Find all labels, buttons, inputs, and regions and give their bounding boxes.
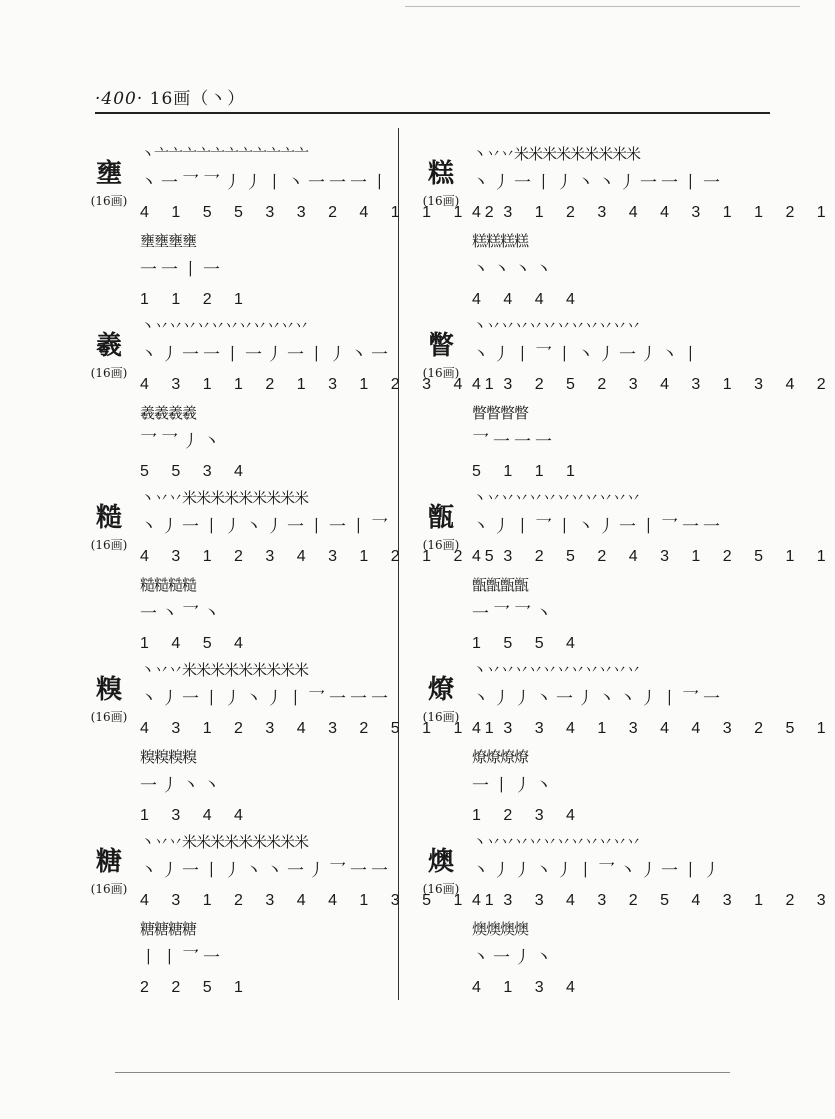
entry-head bbox=[80, 330, 138, 381]
entry-head bbox=[80, 502, 138, 553]
entry-head bbox=[80, 674, 138, 725]
stroke-count-label: (16画) bbox=[90, 194, 128, 208]
stroke-shapes-row: 丶丿一丨丿丶丿丨乛一一一 bbox=[140, 689, 392, 709]
header-rule bbox=[95, 112, 770, 114]
stroke-codes-row: 4 3 2 5 2 3 4 3 1 3 4 2 bbox=[472, 376, 835, 393]
stroke-shapes-row-2: 一丨丿丶 bbox=[472, 776, 556, 796]
stroke-count-label: (16画) bbox=[422, 882, 460, 896]
stroke-shapes-row-2: 乛一一一 bbox=[472, 432, 556, 452]
stroke-shapes-row-2: 一丶乛丶 bbox=[140, 604, 224, 624]
stroke-steps-row: 丶丷丷米米米米米米米米米 bbox=[472, 145, 641, 163]
entry-character: 糗 bbox=[95, 675, 122, 705]
stroke-steps-row: 丶丷丷米米米米米米米米米 bbox=[140, 661, 309, 679]
entry-head bbox=[412, 674, 470, 725]
entry-head bbox=[412, 330, 470, 381]
page-number: ·400· bbox=[95, 89, 144, 109]
entry-character: 甑 bbox=[427, 503, 454, 533]
entry-character: 糙 bbox=[95, 503, 122, 533]
stroke-steps-row: 丶丷丷丷丷丷丷丷丷丷丷丷 bbox=[472, 833, 641, 851]
stroke-codes-row: 4 3 1 2 3 4 4 1 3 5 1 1 bbox=[140, 892, 503, 909]
stroke-codes-row-2: 5 1 1 1 bbox=[472, 463, 584, 480]
stroke-steps-row-2: 羲羲羲羲 bbox=[140, 404, 197, 422]
stroke-shapes-row: 丶丿一丨丿丶丶一丿乛一一 bbox=[140, 861, 392, 881]
stroke-count-label: (16画) bbox=[422, 710, 460, 724]
stroke-steps-row-2: 糖糖糖糖 bbox=[140, 920, 197, 938]
entry-head bbox=[412, 846, 470, 897]
stroke-shapes-row-2: 丶一丿丶 bbox=[472, 948, 556, 968]
stroke-order bbox=[472, 484, 835, 658]
scan-edge-line bbox=[405, 6, 800, 7]
entry bbox=[412, 828, 835, 1000]
stroke-codes-row: 4 3 1 2 3 4 3 2 5 1 1 1 bbox=[140, 720, 503, 737]
stroke-steps-row-2: 糙糙糙糙 bbox=[140, 576, 197, 594]
stroke-steps-row-2: 糕糕糕糕 bbox=[472, 232, 529, 250]
stroke-codes-row: 4 3 3 4 3 2 5 4 3 1 2 3 bbox=[472, 892, 835, 909]
stroke-codes-row-2: 1 3 4 4 bbox=[140, 807, 252, 824]
stroke-steps-row: 丶丷丷丷丷丷丷丷丷丷丷丷 bbox=[140, 317, 309, 335]
stroke-shapes-row: 丶丿丨乛丨丶丿一丨乛一一 bbox=[472, 517, 724, 537]
stroke-shapes-row-2: 一乛乛丶 bbox=[472, 604, 556, 624]
entry-head bbox=[412, 502, 470, 553]
stroke-steps-row: 丶丷丷米米米米米米米米米 bbox=[140, 489, 309, 507]
stroke-shapes-row: 丶丿丨乛丨丶丿一丿丶丨 bbox=[472, 345, 703, 365]
entry-head bbox=[80, 846, 138, 897]
stroke-shapes-row: 丶丿一丨丿丶丿一丨一丨乛 bbox=[140, 517, 392, 537]
stroke-shapes-row-2: 乛乛丿丶 bbox=[140, 432, 224, 452]
stroke-count-label: (16画) bbox=[90, 882, 128, 896]
entry bbox=[412, 484, 835, 656]
entry-head bbox=[412, 158, 470, 209]
footer-rule bbox=[115, 1072, 730, 1073]
stroke-order bbox=[472, 140, 835, 314]
stroke-codes-row-2: 4 1 3 4 bbox=[472, 979, 584, 996]
entry-head bbox=[80, 158, 138, 209]
stroke-steps-row: 丶丷丷丷丷丷丷丷丷丷丷丷 bbox=[472, 661, 641, 679]
stroke-codes-row-2: 5 5 3 4 bbox=[140, 463, 252, 480]
stroke-count-label: (16画) bbox=[422, 194, 460, 208]
entry bbox=[412, 140, 835, 312]
stroke-codes-row-2: 2 2 5 1 bbox=[140, 979, 252, 996]
stroke-steps-row-2: 燠燠燠燠 bbox=[472, 920, 529, 938]
stroke-codes-row: 4 3 3 4 1 3 4 4 3 2 5 1 bbox=[472, 720, 835, 737]
stroke-codes-row: 4 3 1 1 2 1 3 1 2 3 4 1 bbox=[140, 376, 503, 393]
stroke-codes-row: 4 3 2 5 2 4 3 1 2 5 1 1 bbox=[472, 548, 835, 565]
stroke-count-label: (16画) bbox=[90, 538, 128, 552]
stroke-steps-row: 丶丷丷丷丷丷丷丷丷丷丷丷 bbox=[472, 489, 641, 507]
stroke-shapes-row-2: 丶丶丶丶 bbox=[472, 260, 556, 280]
stroke-shapes-row: 丶丿丿丶丿丨乛丶丿一丨丿 bbox=[472, 861, 724, 881]
stroke-codes-row-2: 1 2 3 4 bbox=[472, 807, 584, 824]
stroke-count-label: (16画) bbox=[422, 538, 460, 552]
stroke-codes-row-2: 1 1 2 1 bbox=[140, 291, 252, 308]
page-header bbox=[95, 84, 245, 109]
entry-character: 糕 bbox=[427, 159, 454, 189]
section-title: 16画（丶） bbox=[149, 89, 246, 109]
entry bbox=[412, 312, 835, 484]
stroke-codes-row: 4 3 1 2 3 4 4 3 1 1 2 1 bbox=[472, 204, 835, 221]
entry-character: 燎 bbox=[427, 675, 454, 705]
right-column bbox=[412, 140, 835, 1000]
stroke-shapes-row-2: 一丿丶丶 bbox=[140, 776, 224, 796]
stroke-steps-row-2: 壅壅壅壅 bbox=[140, 232, 197, 250]
stroke-steps-row-2: 瞥瞥瞥瞥 bbox=[472, 404, 529, 422]
stroke-shapes-row: 丶丿一一丨一丿一丨丿丶一 bbox=[140, 345, 392, 365]
stroke-order bbox=[472, 312, 835, 486]
stroke-count-label: (16画) bbox=[90, 710, 128, 724]
stroke-count-label: (16画) bbox=[422, 366, 460, 380]
stroke-shapes-row: 丶丿丿丶一丿丶丶丿丨乛一 bbox=[472, 689, 724, 709]
entry-character: 燠 bbox=[427, 847, 454, 877]
stroke-codes-row: 4 1 5 5 3 3 2 4 1 1 1 2 bbox=[140, 204, 503, 221]
stroke-codes-row-2: 1 5 5 4 bbox=[472, 635, 584, 652]
stroke-shapes-row-2: 一一丨一 bbox=[140, 260, 224, 280]
entry-character: 壅 bbox=[95, 159, 122, 189]
stroke-steps-row-2: 燎燎燎燎 bbox=[472, 748, 529, 766]
stroke-steps-row-2: 糗糗糗糗 bbox=[140, 748, 197, 766]
entry-character: 糖 bbox=[95, 847, 122, 877]
entry bbox=[412, 656, 835, 828]
stroke-shapes-row-2: 丨丨乛一 bbox=[140, 948, 224, 968]
stroke-order bbox=[472, 656, 835, 830]
stroke-shapes-row: 丶一乛乛丿丿丨丶一一一丨 bbox=[140, 173, 392, 193]
stroke-steps-row: 丶丷丷米米米米米米米米米 bbox=[140, 833, 309, 851]
stroke-codes-row-2: 1 4 5 4 bbox=[140, 635, 252, 652]
entry-character: 瞥 bbox=[427, 331, 454, 361]
stroke-steps-row: 丶丷丷丷丷丷丷丷丷丷丷丷 bbox=[472, 317, 641, 335]
stroke-steps-row-2: 甑甑甑甑 bbox=[472, 576, 529, 594]
stroke-steps-row: 丶亠亠亠亠亠亠亠亠亠亠亠 bbox=[140, 145, 309, 163]
stroke-count-label: (16画) bbox=[90, 366, 128, 380]
stroke-codes-row-2: 4 4 4 4 bbox=[472, 291, 584, 308]
entry-character: 羲 bbox=[95, 331, 122, 361]
stroke-codes-row: 4 3 1 2 3 4 3 1 2 1 2 5 bbox=[140, 548, 503, 565]
stroke-shapes-row: 丶丿一丨丿丶丶丿一一丨一 bbox=[472, 173, 724, 193]
stroke-order bbox=[472, 828, 835, 1002]
